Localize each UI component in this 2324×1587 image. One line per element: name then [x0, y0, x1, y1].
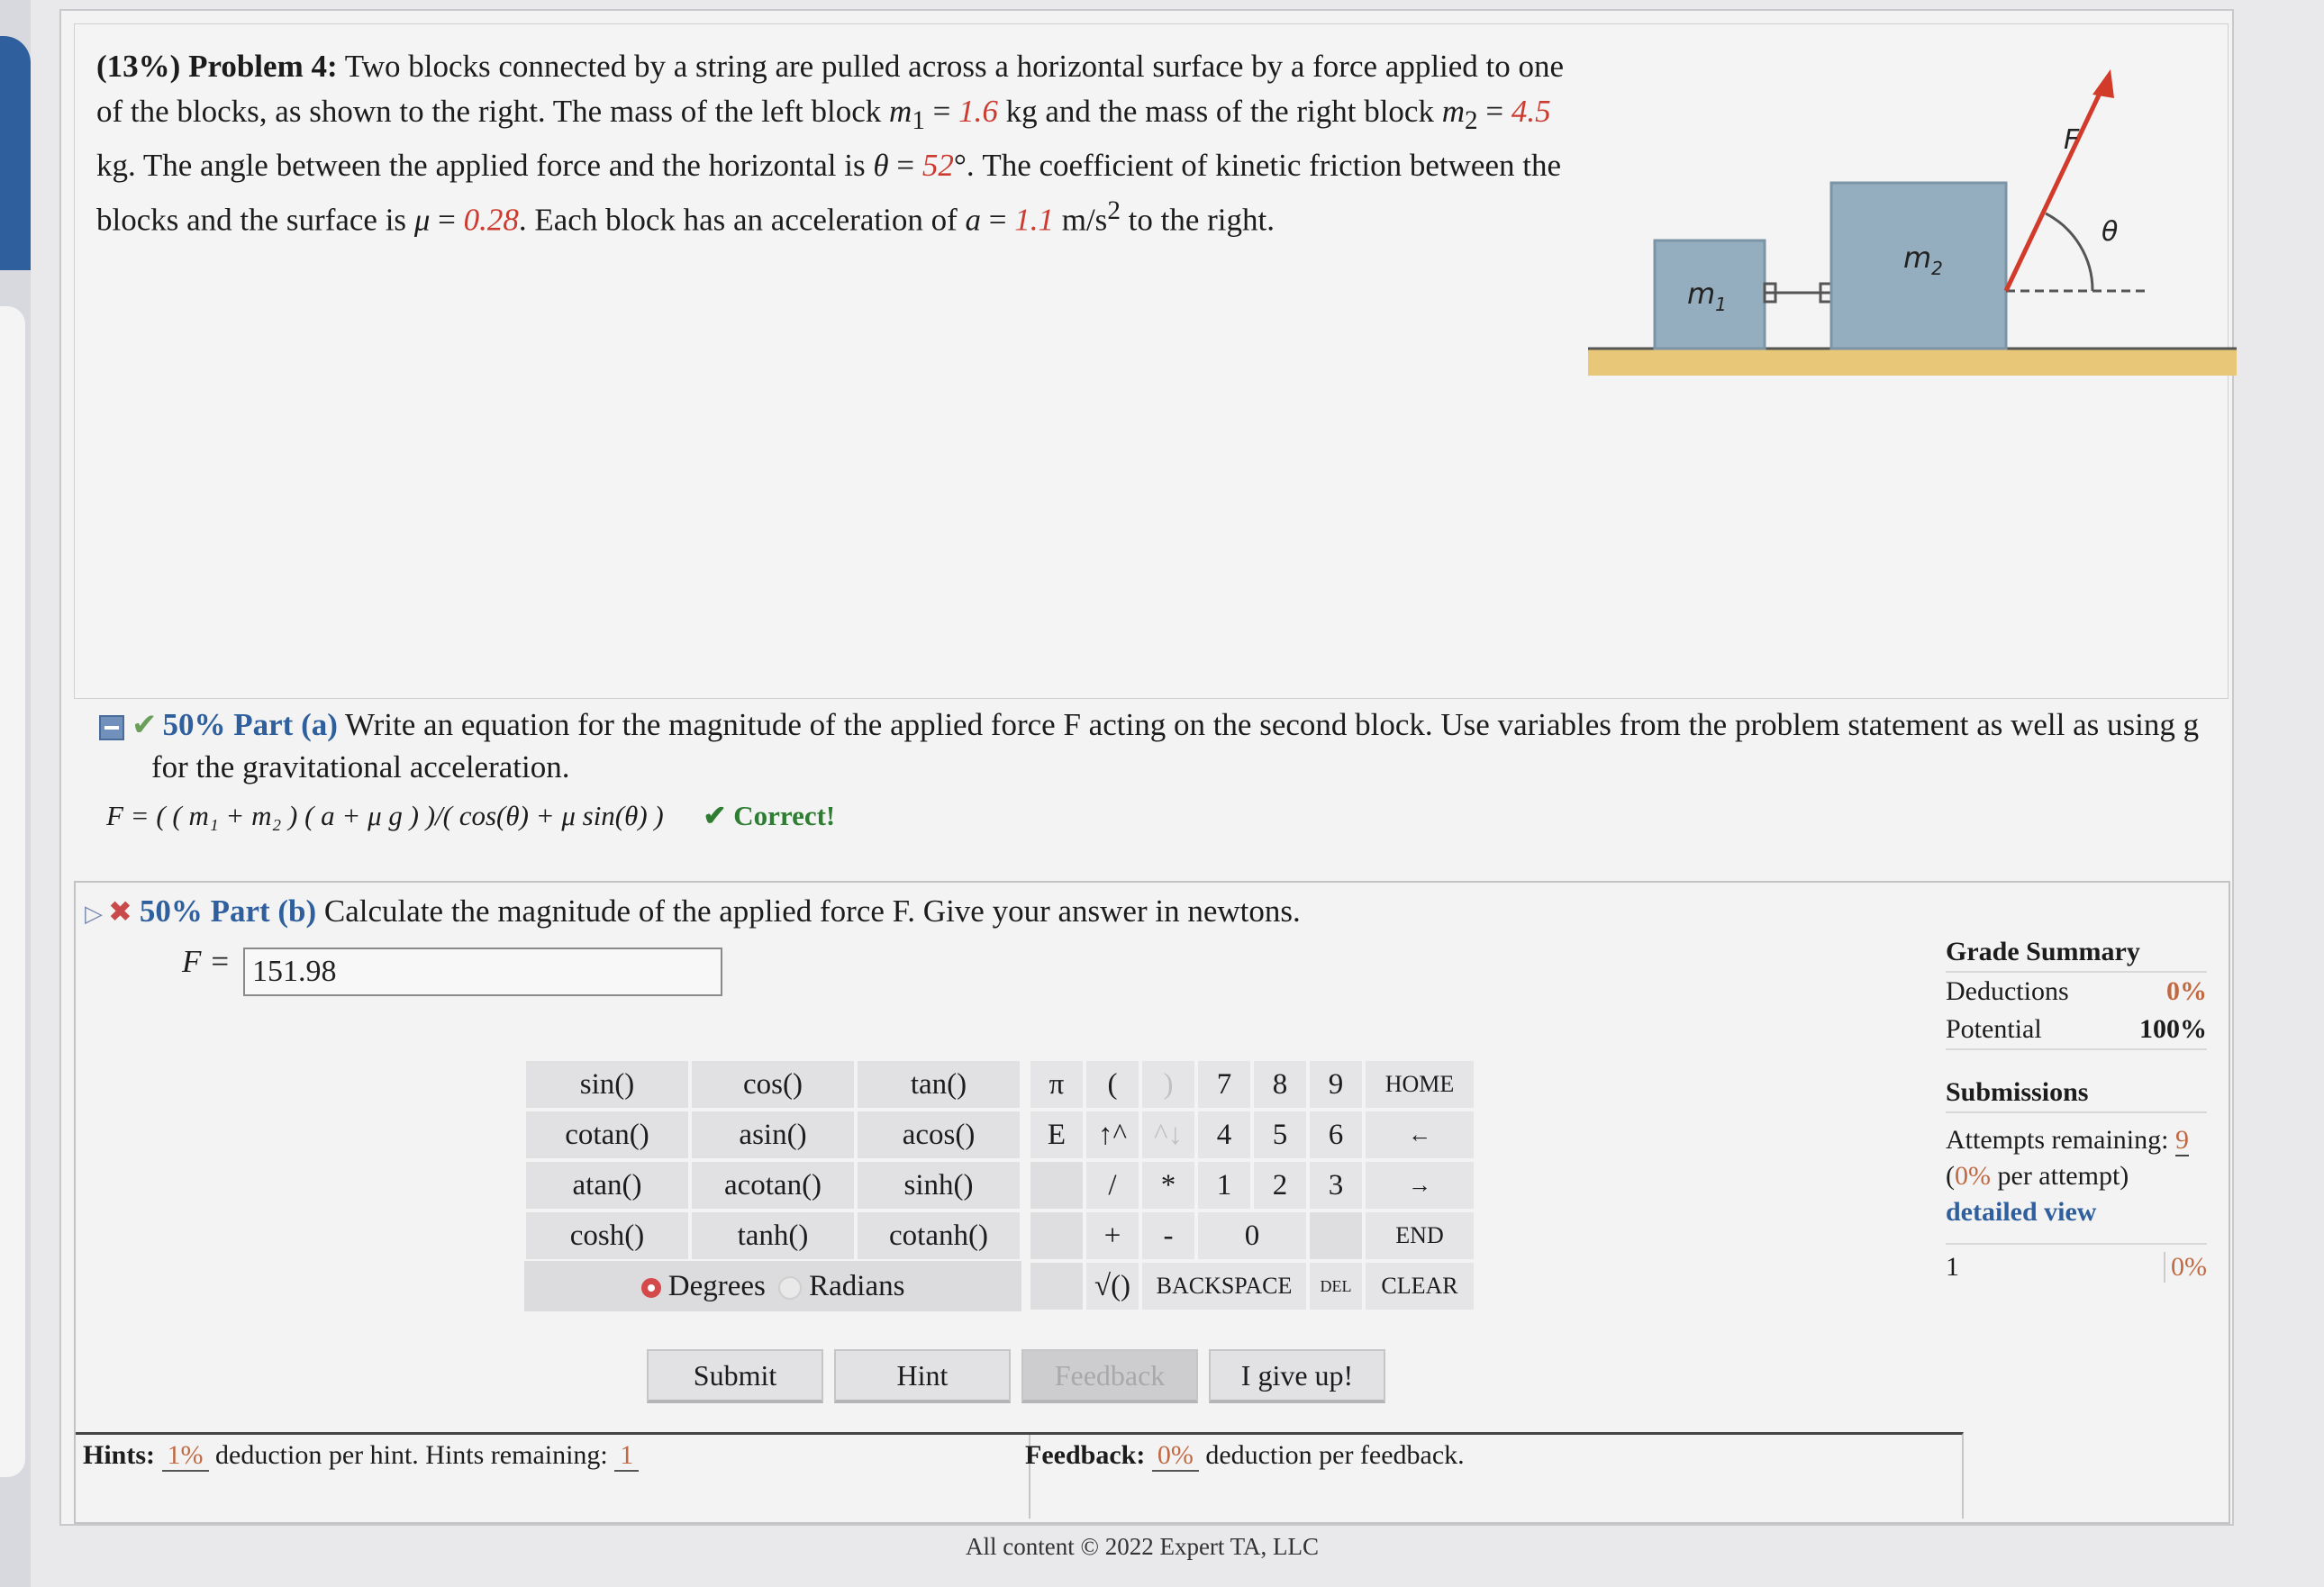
key-rparen[interactable]: )	[1140, 1059, 1196, 1110]
degrees-radio[interactable]	[641, 1278, 661, 1298]
hint-button[interactable]: Hint	[834, 1349, 1011, 1403]
force-arrowhead	[2093, 69, 2114, 98]
sidebar-panel	[0, 306, 25, 1477]
sidebar-accent	[0, 36, 31, 270]
force-vector	[2006, 82, 2105, 291]
block-m1-label: $m_1$	[1687, 277, 1727, 315]
hint-deduction: 1%	[162, 1440, 209, 1472]
blocks-diagram	[1588, 51, 2237, 394]
submissions-title: Submissions	[1946, 1077, 2207, 1113]
incorrect-x-icon: ✖	[108, 895, 132, 928]
give-up-button[interactable]: I give up!	[1209, 1349, 1385, 1403]
part-b-question: Calculate the magnitude of the applied force F. Give your answer in newtons.	[323, 893, 1301, 929]
key-acotan[interactable]: acotan()	[690, 1160, 856, 1211]
key-asin[interactable]: asin()	[690, 1110, 856, 1160]
m1-value: 1.6	[958, 94, 998, 129]
part-b-title: ▷ ✖ 50% Part (b) Calculate the magnitude of the applied force F. Give your answer in newtons.	[85, 893, 1301, 929]
feedback-bar: Feedback: 0% deduction per feedback.	[1018, 1432, 1964, 1519]
key-0[interactable]: 0	[1196, 1211, 1308, 1261]
key-sinh[interactable]: sinh()	[856, 1160, 1021, 1211]
expand-triangle-icon[interactable]: ▷	[85, 901, 103, 927]
attempts-remaining: 9	[2174, 1125, 2189, 1155]
angle-arc	[2046, 213, 2093, 291]
force-label: F	[2064, 124, 2080, 156]
feedback-button[interactable]: Feedback	[1021, 1349, 1198, 1403]
key-minus[interactable]: -	[1140, 1211, 1196, 1261]
correct-status: ✔ Correct!	[703, 800, 836, 831]
problem-text: (13%) Problem 4: Two blocks connected by a string are pulled across a horizontal surface by a force applied to one of the blocks, as shown to the right. The mass of the left block $m_1 = 1.6$ kg and the mass of the right block $m_2 = 4.5$ kg. The angle between the applied force and the horizontal is θ = 52°. The coefficient of kinetic friction between the blocks and the surface is μ = 0.28. Each block has an acceleration of a = 1.1 $m/s^2$ to the right.	[96, 49, 1565, 238]
key-blank	[1308, 1211, 1364, 1261]
part-a-question: Write an equation for the magnitude of the applied force F acting on the second block. Use variables from the problem statement as well as using g for the gravitational acceleration.	[151, 707, 2200, 784]
problem-text-1: Two blocks connected by a string are pulled across a horizontal surface by a force applied to one of the blocks, as shown to the right. The mass of the left block	[96, 49, 1565, 129]
key-8[interactable]: 8	[1252, 1059, 1308, 1110]
action-buttons	[647, 1349, 1385, 1403]
key-tan[interactable]: tan()	[856, 1059, 1021, 1110]
key-sqrt[interactable]: √()	[1085, 1261, 1140, 1311]
hints-bar: Hints: 1% deduction per hint. Hints remaining: 1	[76, 1432, 1030, 1519]
checkmark-icon: ✔	[132, 709, 158, 742]
detailed-view-link[interactable]: detailed view	[1946, 1197, 2097, 1227]
key-blank	[1029, 1261, 1085, 1311]
part-b-label: Part (b)	[210, 893, 317, 929]
key-sin[interactable]: sin()	[524, 1059, 690, 1110]
ground-surface	[1588, 349, 2237, 376]
key-cosh[interactable]: cosh()	[524, 1211, 690, 1261]
key-1[interactable]: 1	[1196, 1160, 1252, 1211]
key-lparen[interactable]: (	[1085, 1059, 1140, 1110]
hints-remaining: 1	[614, 1440, 639, 1472]
key-clear[interactable]: CLEAR	[1364, 1261, 1475, 1311]
key-9[interactable]: 9	[1308, 1059, 1364, 1110]
key-3[interactable]: 3	[1308, 1160, 1364, 1211]
key-e[interactable]: E	[1029, 1110, 1085, 1160]
grade-summary-title: Grade Summary	[1946, 937, 2207, 973]
answer-input[interactable]	[243, 948, 722, 996]
feedback-deduction: 0%	[1152, 1440, 1199, 1472]
degrees-option[interactable]: Degrees	[641, 1270, 766, 1303]
key-5[interactable]: 5	[1252, 1110, 1308, 1160]
key-down[interactable]: ^↓	[1140, 1110, 1196, 1160]
potential-value: 100%	[2139, 1014, 2207, 1044]
key-cos[interactable]: cos()	[690, 1059, 856, 1110]
key-7[interactable]: 7	[1196, 1059, 1252, 1110]
theta-value: 52	[921, 148, 954, 183]
left-edge	[0, 0, 31, 1587]
key-cotanh[interactable]: cotanh()	[856, 1211, 1021, 1261]
key-atan[interactable]: atan()	[524, 1160, 690, 1211]
key-acos[interactable]: acos()	[856, 1110, 1021, 1160]
key-6[interactable]: 6	[1308, 1110, 1364, 1160]
part-a	[79, 704, 2223, 837]
deductions-value: 0%	[2166, 976, 2207, 1006]
submit-button[interactable]: Submit	[647, 1349, 823, 1403]
problem-statement-box	[74, 23, 2229, 699]
problem-label: Problem 4:	[188, 49, 338, 84]
answer-label: F =	[182, 944, 231, 979]
number-keypad	[1029, 1059, 1475, 1311]
key-end[interactable]: END	[1364, 1211, 1475, 1261]
grade-summary: Grade Summary Deductions 0% Potential 100% Submissions Attempts remaining: 9 (0% per attempt) detailed view 1 0%	[1946, 937, 2207, 1282]
key-divide[interactable]: /	[1085, 1160, 1140, 1211]
part-a-title: ✔ 50% Part (a) Write an equation for the magnitude of the applied force F acting on the second block. Use variables from the problem statement as well as using g for the gravitational acceleration.	[79, 704, 2223, 788]
part-a-answer: F = ( ( m₁ + m₂ ) ( a + μ g ) )/( cos(θ) + μ sin(θ) )	[106, 800, 664, 831]
copyright-footer: All content © 2022 Expert TA, LLC	[965, 1533, 1320, 1560]
key-tanh[interactable]: tanh()	[690, 1211, 856, 1261]
key-4[interactable]: 4	[1196, 1110, 1252, 1160]
key-backspace[interactable]: BACKSPACE	[1140, 1261, 1308, 1311]
part-b	[74, 881, 2230, 1524]
key-multiply[interactable]: *	[1140, 1160, 1196, 1211]
submission-row: 1 0%	[1946, 1243, 2207, 1283]
key-del[interactable]: DEL	[1308, 1261, 1364, 1311]
function-keypad	[524, 1059, 1021, 1261]
key-pi[interactable]: π	[1029, 1059, 1085, 1110]
problem-weight: (13%)	[96, 49, 181, 84]
a-value: 1.1	[1014, 202, 1054, 238]
key-cotan[interactable]: cotan()	[524, 1110, 690, 1160]
angle-label: θ	[2102, 216, 2119, 248]
key-plus[interactable]: +	[1085, 1211, 1140, 1261]
key-2[interactable]: 2	[1252, 1160, 1308, 1211]
mu-value: 0.28	[463, 202, 519, 238]
m2-value: 4.5	[1511, 94, 1551, 129]
key-right-arrow[interactable]: →	[1364, 1160, 1475, 1211]
key-blank	[1029, 1160, 1085, 1211]
angle-mode	[524, 1261, 1021, 1311]
key-left-arrow[interactable]: ←	[1364, 1110, 1475, 1160]
problem-panel	[59, 9, 2234, 1526]
part-a-label: Part (a)	[233, 707, 338, 742]
key-blank	[1029, 1211, 1085, 1261]
radians-radio[interactable]	[778, 1276, 802, 1300]
key-up[interactable]: ↑^	[1085, 1110, 1140, 1160]
radians-option[interactable]: Radians	[778, 1270, 905, 1303]
collapse-icon[interactable]	[99, 715, 124, 740]
key-home[interactable]: HOME	[1364, 1059, 1475, 1110]
part-a-answer-line	[106, 795, 2223, 837]
block-m2-label: $m_2$	[1903, 240, 1943, 279]
